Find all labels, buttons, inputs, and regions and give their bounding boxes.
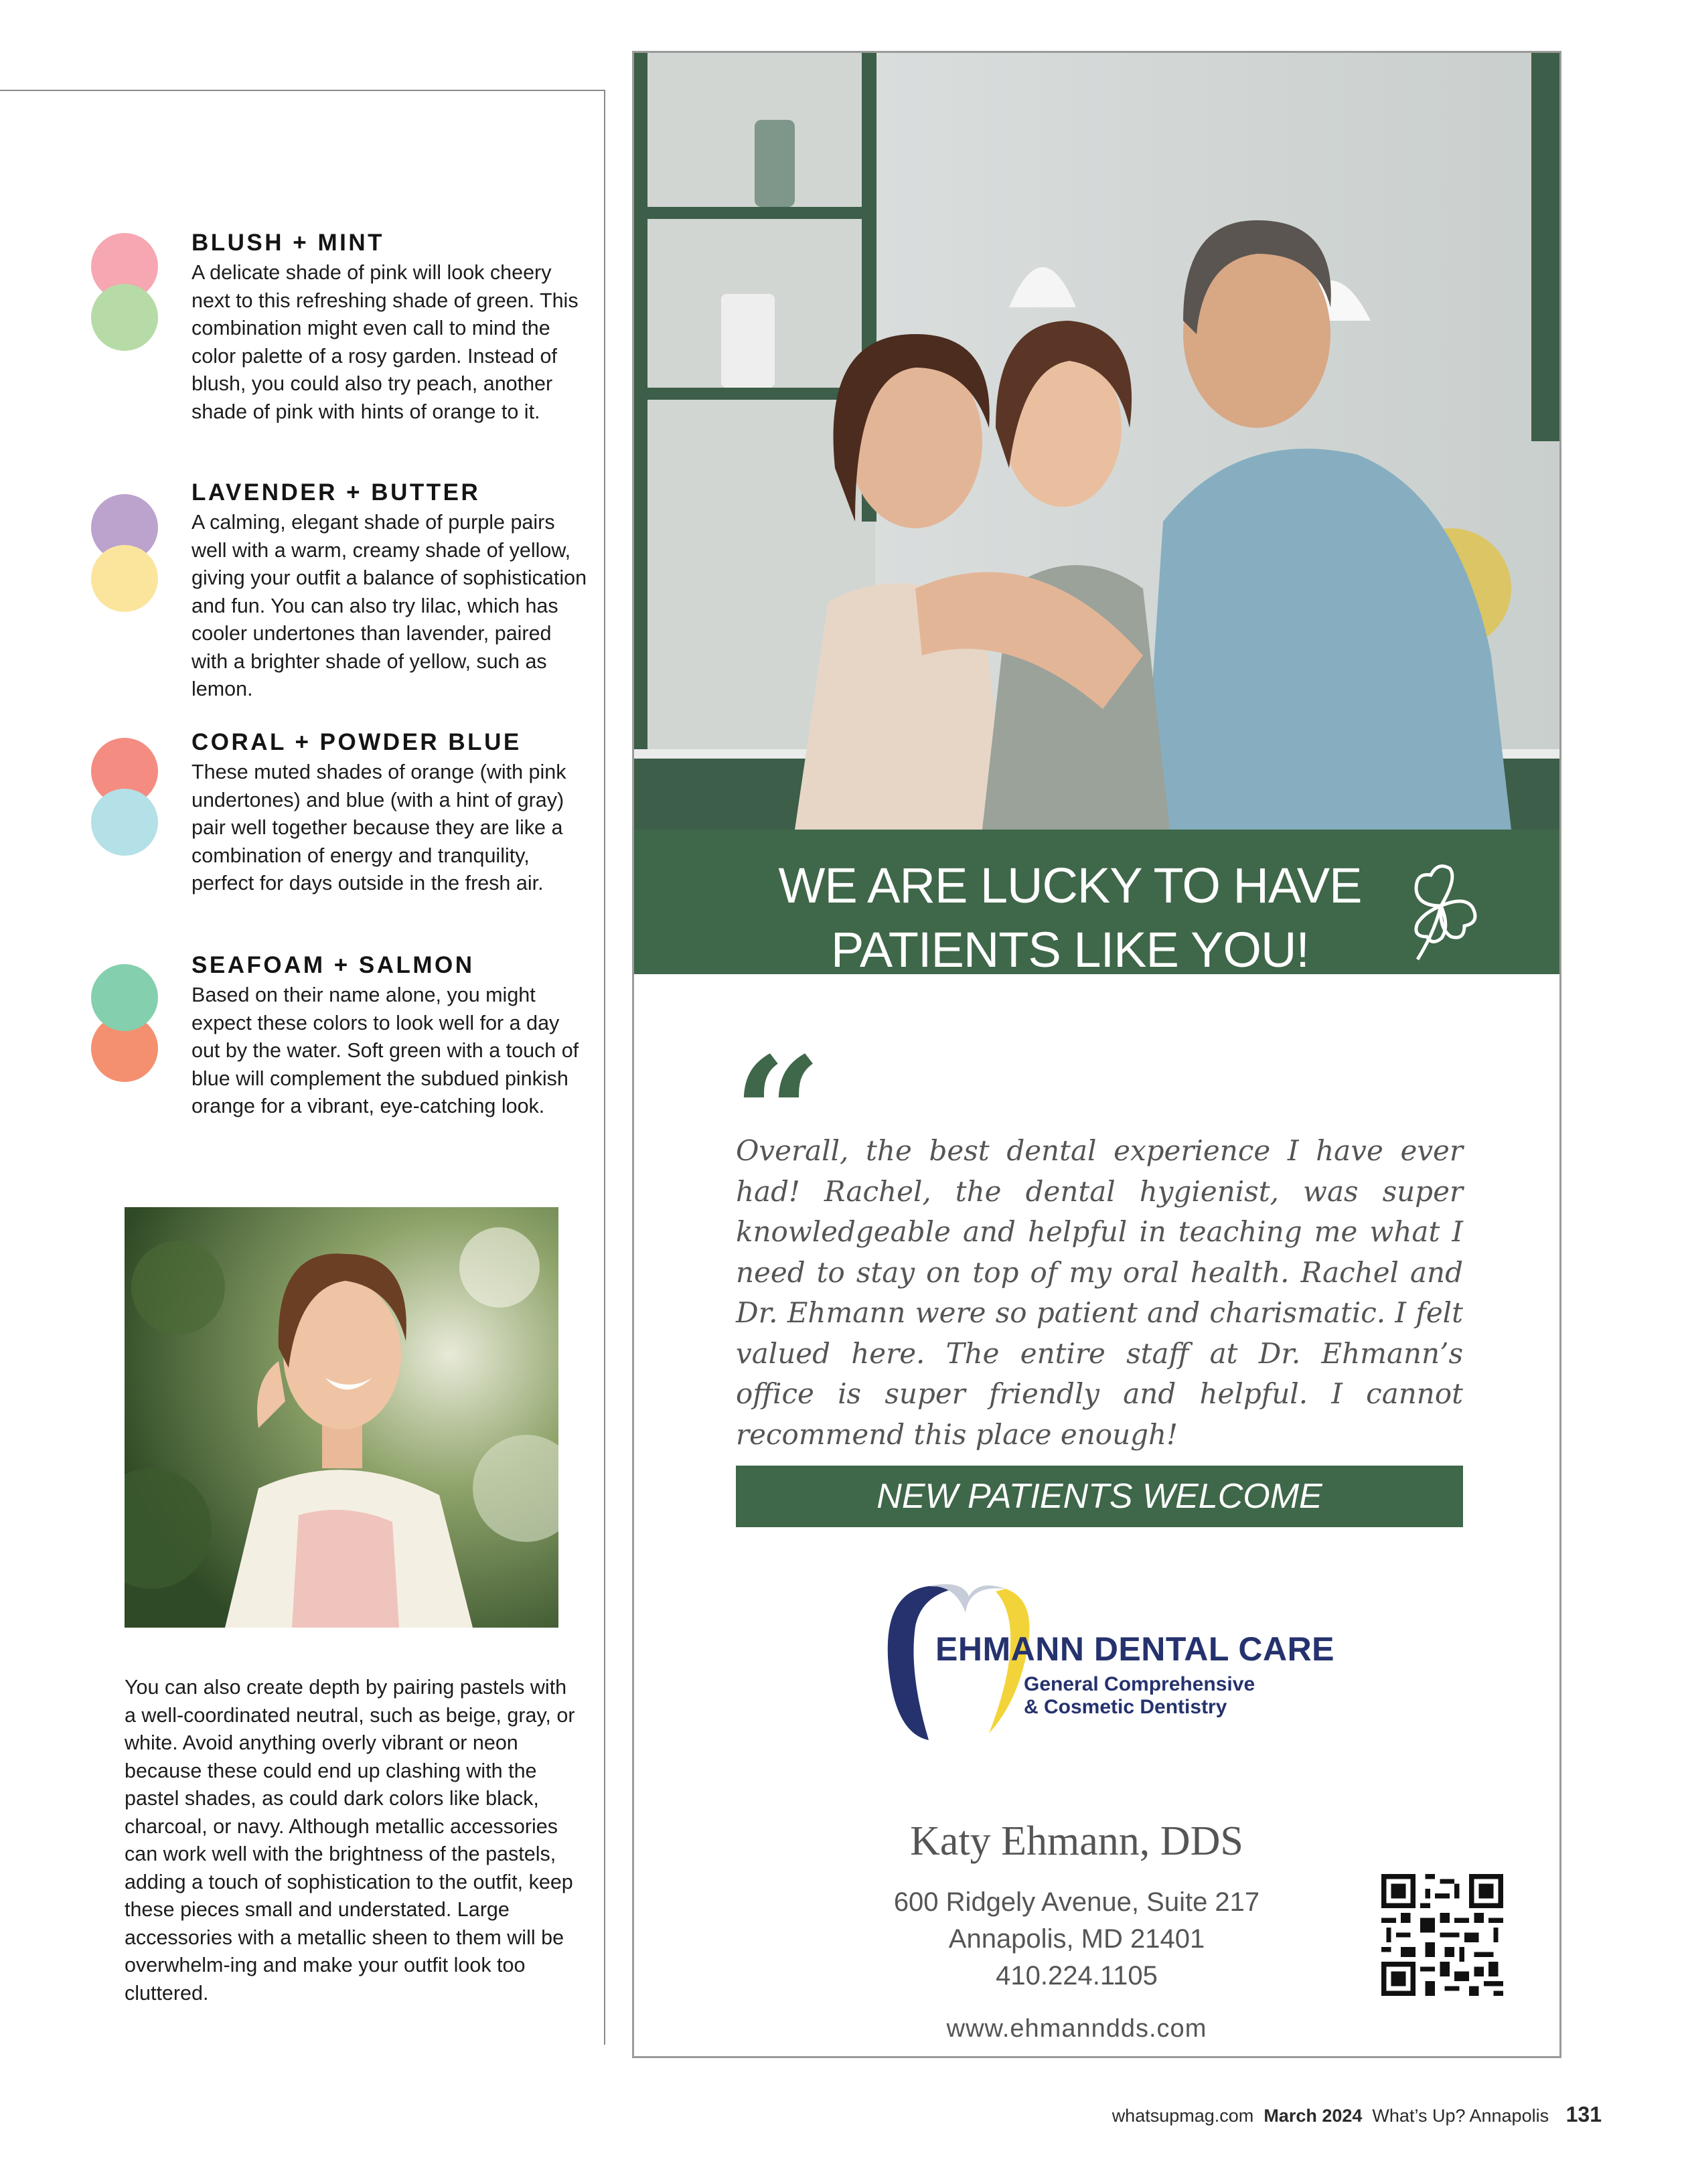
column-divider: [604, 90, 605, 2045]
qr-code-icon: [1381, 1874, 1503, 1996]
phone-number: 410.224.1105: [996, 1961, 1158, 1991]
closing-paragraph: You can also create depth by pairing pastels with a well-coordinated neutral, such as beige, gray, or white. Avoid anything overly vibrant or neon because these could end up clashing with the pastel shades, as could dark colors like black, charcoal, or navy. Although metallic accessories can work well with the brightness of the pastels, adding a touch of sophistication to the outfit, keep these pieces small and understated. Large accessories with a metallic sheen to them will be overwhelm-ing and make your outfit look too cluttered.: [125, 1676, 575, 2005]
practice-name: EHMANN DENTAL CARE: [935, 1630, 1335, 1668]
palette-title: SEAFOAM + SALMON: [192, 952, 475, 978]
page-footer: [1112, 2102, 1602, 2127]
practice-subtitle-line-1: General Comprehensive: [1024, 1673, 1255, 1695]
new-patients-bar: NEW PATIENTS WELCOME: [736, 1466, 1463, 1527]
palette-title: CORAL + POWDER BLUE: [192, 729, 522, 755]
woman-photo: [125, 1207, 558, 1628]
practice-subtitle-line-2: & Cosmetic Dentistry: [1024, 1696, 1227, 1718]
top-rule: [0, 90, 605, 91]
quote-mark: “: [733, 1024, 822, 1204]
footer-magazine: What’s Up? Annapolis: [1372, 2106, 1549, 2126]
palette-description: A calming, elegant shade of purple pairs well with a warm, creamy shade of yellow, giving your outfit a balance of sophistication and fun. You can also try lilac, which has cooler undertones than lavender, paired with a brighter shade of yellow, such as lemon.: [192, 511, 587, 700]
dental-advertisement: [632, 51, 1561, 2058]
palette-title: LAVENDER + BUTTER: [192, 479, 481, 505]
palette-title: BLUSH + MINT: [192, 230, 384, 256]
testimonial: Overall, the best dental experience I have ever had! Rachel, the dental hygienist, was super knowledgeable and helpful in teaching me what I need to stay on top of my oral health. Rachel and Dr. Ehmann were so patient and charismatic. I felt valued here. The entire staff at Dr. Ehmann’s office is super friendly and helpful. I cannot recommend this place enough!: [736, 1134, 1463, 1451]
practice-subtitle: [1024, 1673, 1255, 1719]
swatch-butter: [91, 545, 158, 612]
website-link[interactable]: www.ehmanndds.com: [946, 2015, 1207, 2043]
banner-line-1: WE ARE LUCKY TO HAVE: [778, 858, 1362, 913]
swatch-powder-blue: [91, 789, 158, 856]
doctor-name: Katy Ehmann, DDS: [910, 1818, 1243, 1864]
page-number: 131: [1565, 2102, 1602, 2126]
footer-site[interactable]: whatsupmag.com: [1112, 2106, 1254, 2126]
clover-icon: [1397, 859, 1484, 966]
palette-description: Based on their name alone, you might expect these colors to look well for a day out by the water. Soft green with a touch of blue will complement the subdued pinkish orange for a vibrant, eye-catching look.: [192, 984, 579, 1117]
swatch-seafoam: [91, 964, 158, 1031]
palette-description: A delicate shade of pink will look cheery next to this refreshing shade of green. This combination might even call to mind the color palette of a rosy garden. Instead of blush, you could also try peach, another shade of pink with hints of orange to it.: [192, 261, 579, 423]
swatch-mint: [91, 284, 158, 351]
address-line-2: Annapolis, MD 21401: [948, 1924, 1205, 1954]
lucky-banner: [634, 830, 1559, 978]
footer-issue: March 2024: [1264, 2106, 1363, 2126]
banner-line-2: PATIENTS LIKE YOU!: [831, 922, 1309, 978]
palette-description: These muted shades of orange (with pink undertones) and blue (with a hint of gray) pair well together because they are like a combination of energy and tranquility, perfect for days outside in the fresh air.: [192, 761, 566, 894]
family-photo: [634, 53, 1559, 830]
address-line-1: 600 Ridgely Avenue, Suite 217: [893, 1887, 1260, 1917]
